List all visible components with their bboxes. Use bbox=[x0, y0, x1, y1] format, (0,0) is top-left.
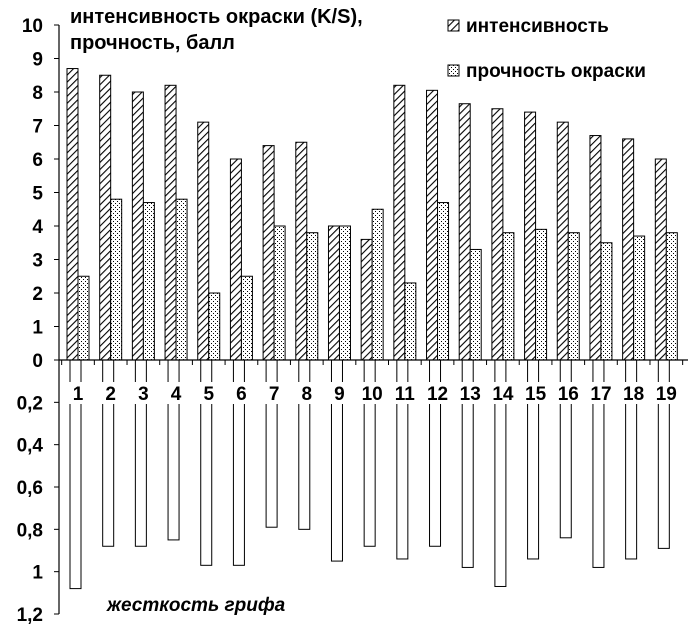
y-tick-label: 5 bbox=[32, 183, 43, 205]
bar-intensity bbox=[590, 136, 601, 360]
category-label: 4 bbox=[170, 384, 182, 405]
y-tick-label: 0 bbox=[32, 351, 43, 372]
bar-fastness bbox=[176, 199, 187, 360]
category-label: 13 bbox=[459, 384, 481, 405]
lower-y-tick-label: 0,4 bbox=[16, 435, 43, 457]
bar-intensity bbox=[427, 90, 438, 360]
category-label: 9 bbox=[334, 384, 345, 405]
bar-fastness bbox=[601, 243, 612, 360]
bar-fastness bbox=[666, 233, 677, 360]
chart-title bbox=[70, 6, 363, 54]
bar-series bbox=[67, 69, 677, 589]
category-label: 10 bbox=[361, 384, 383, 405]
y-tick-label: 9 bbox=[32, 49, 43, 71]
y-tick-label: 8 bbox=[32, 83, 43, 104]
bar-intensity bbox=[198, 122, 209, 360]
y-tick-label: 10 bbox=[21, 16, 43, 37]
lower-y-tick-label: 0,2 bbox=[16, 393, 43, 415]
category-label: 14 bbox=[492, 384, 514, 405]
bar-fastness bbox=[143, 203, 154, 360]
bar-intensity bbox=[623, 139, 634, 360]
bar-intensity bbox=[263, 146, 274, 360]
legend-label: прочность окраски bbox=[466, 61, 646, 82]
category-label: 7 bbox=[268, 384, 280, 405]
category-label: 2 bbox=[105, 384, 116, 405]
y-tick-label: 2 bbox=[32, 284, 43, 305]
bar-fastness bbox=[405, 283, 416, 360]
chart-title-line: прочность, балл bbox=[70, 32, 235, 54]
y-tick-label: 7 bbox=[32, 116, 43, 138]
lower-y-tick-label: 0,6 bbox=[16, 478, 43, 499]
bar-fastness bbox=[634, 236, 645, 360]
legend-swatch bbox=[448, 20, 459, 31]
category-label: 1 bbox=[72, 384, 84, 405]
bar-intensity bbox=[394, 85, 405, 360]
bar-fastness bbox=[307, 233, 318, 360]
category-labels bbox=[66, 382, 678, 405]
bar-intensity bbox=[557, 122, 568, 360]
lower-y-tick-label: 1 bbox=[32, 562, 43, 584]
bar-fastness bbox=[438, 203, 449, 360]
bar-fastness bbox=[536, 229, 547, 360]
bar-fastness bbox=[568, 233, 579, 360]
bar-intensity bbox=[165, 85, 176, 360]
bar-fastness bbox=[209, 293, 220, 360]
bar-fastness bbox=[339, 226, 350, 360]
bar-intensity bbox=[525, 112, 536, 360]
bar-intensity bbox=[655, 159, 666, 360]
bar-fastness bbox=[78, 276, 89, 360]
legend bbox=[448, 16, 646, 82]
lower-y-tick-label: 1,2 bbox=[16, 605, 43, 626]
bar-fastness bbox=[241, 276, 252, 360]
chart-title-line: интенсивность окраски (K/S), bbox=[70, 6, 363, 28]
category-label: 3 bbox=[138, 384, 149, 405]
lower-y-tick-label: 0,8 bbox=[16, 520, 43, 542]
category-label: 19 bbox=[655, 384, 677, 405]
bar-intensity bbox=[100, 75, 111, 360]
category-label: 8 bbox=[301, 384, 313, 405]
y-tick-label: 1 bbox=[32, 317, 43, 339]
category-label: 12 bbox=[426, 384, 449, 405]
y-tick-label: 3 bbox=[32, 250, 43, 272]
bar-intensity bbox=[361, 239, 372, 360]
bar-intensity bbox=[296, 142, 307, 360]
bar-intensity bbox=[67, 69, 78, 360]
category-label: 6 bbox=[236, 384, 247, 405]
category-label: 5 bbox=[203, 384, 215, 405]
legend-label: интенсивность bbox=[466, 16, 609, 37]
legend-swatch bbox=[448, 65, 459, 76]
category-label: 15 bbox=[525, 384, 547, 405]
bar-fastness bbox=[470, 249, 481, 360]
y-tick-label: 4 bbox=[32, 217, 43, 238]
bar-intensity bbox=[459, 104, 470, 360]
x-axis-label: жесткость грифа bbox=[107, 595, 286, 616]
bar-fastness bbox=[372, 209, 383, 360]
category-label: 17 bbox=[590, 384, 612, 405]
bar-intensity bbox=[230, 159, 241, 360]
upper-y-axis bbox=[22, 16, 44, 372]
y-tick-label: 6 bbox=[32, 150, 43, 171]
bar-fastness bbox=[503, 233, 514, 360]
bar-fastness bbox=[274, 226, 285, 360]
bar-intensity bbox=[132, 92, 143, 360]
category-label: 16 bbox=[557, 384, 579, 405]
bar-intensity bbox=[492, 109, 503, 360]
category-label: 11 bbox=[394, 384, 415, 405]
bar-intensity bbox=[328, 226, 339, 360]
category-label: 18 bbox=[623, 384, 645, 405]
lower-y-axis bbox=[17, 393, 44, 626]
bar-fastness bbox=[111, 199, 122, 360]
